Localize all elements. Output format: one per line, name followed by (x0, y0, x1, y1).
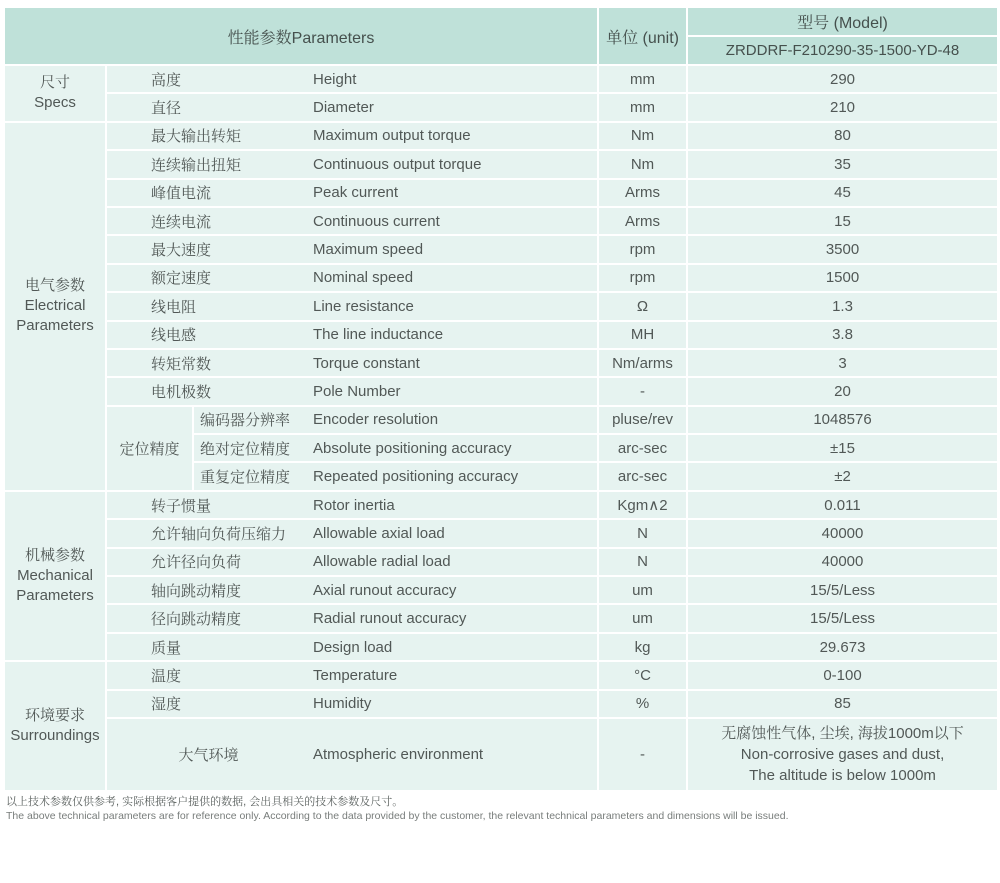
group-label-line: 电气参数 (24, 277, 85, 295)
param-label-cn: 最大输出转矩 (106, 122, 310, 150)
table-row (5, 491, 997, 519)
group-cell (5, 122, 106, 491)
table-row (5, 661, 997, 689)
spec-sheet (5, 6, 997, 823)
value-cell: 15/5/Less (687, 604, 997, 632)
value-cell: 3.8 (687, 321, 997, 349)
table-row (5, 377, 997, 405)
value-cell: ±15 (687, 434, 997, 462)
group-label-line: 环境要求 (24, 707, 85, 725)
param-label-en: Maximum output torque (310, 122, 598, 150)
unit-cell: Nm/arms (598, 349, 687, 377)
unit-cell: um (598, 576, 687, 604)
unit-cell: rpm (598, 235, 687, 263)
table-row (5, 235, 997, 263)
param-label-cn: 线电阻 (106, 292, 310, 320)
value-cell: 40000 (687, 548, 997, 576)
unit-cell: N (598, 519, 687, 547)
param-label-en: Radial runout accuracy (310, 604, 598, 632)
table-row (5, 264, 997, 292)
param-label-en: Repeated positioning accuracy (310, 462, 598, 490)
unit-cell: um (598, 604, 687, 632)
group-cell (5, 65, 106, 122)
table-row (5, 93, 997, 121)
param-label-cn: 重复定位精度 (193, 462, 310, 490)
param-label-en: Axial runout accuracy (310, 576, 598, 604)
value-cell: 15/5/Less (687, 576, 997, 604)
table-row (5, 576, 997, 604)
table-row (5, 65, 997, 93)
param-label-cn: 直径 (106, 93, 310, 121)
table-row (5, 207, 997, 235)
table-row (5, 718, 997, 790)
param-label-en: Design load (310, 633, 598, 661)
spec-table (5, 6, 997, 790)
value-cell: 1048576 (687, 406, 997, 434)
group-label-line: Surroundings (10, 727, 100, 745)
group-label-line: Parameters (16, 317, 94, 335)
value-cell: 40000 (687, 519, 997, 547)
table-row (5, 349, 997, 377)
param-label-cn: 允许轴向负荷压缩力 (106, 519, 310, 547)
param-label-en: Absolute positioning accuracy (310, 434, 598, 462)
param-label-en: Rotor inertia (310, 491, 598, 519)
table-row (5, 321, 997, 349)
value-cell: 80 (687, 122, 997, 150)
param-label-en: Temperature (310, 661, 598, 689)
value-cell: 290 (687, 65, 997, 93)
param-label-cn: 转子惯量 (106, 491, 310, 519)
param-label-cn: 编码器分辨率 (193, 406, 310, 434)
value-cell: 0.011 (687, 491, 997, 519)
unit-cell: arc-sec (598, 434, 687, 462)
group-label-line: Specs (34, 94, 76, 112)
unit-cell: Kgm∧2 (598, 491, 687, 519)
unit-cell: °C (598, 661, 687, 689)
unit-cell: MH (598, 321, 687, 349)
param-label-cn: 线电感 (106, 321, 310, 349)
param-label-cn: 温度 (106, 661, 310, 689)
table-row (5, 548, 997, 576)
param-label-en: Continuous output torque (310, 150, 598, 178)
param-label-cn: 绝对定位精度 (193, 434, 310, 462)
param-label-en: Maximum speed (310, 235, 598, 263)
value-line: Non-corrosive gases and dust, (740, 745, 945, 763)
param-label-cn: 最大速度 (106, 235, 310, 263)
table-row (5, 519, 997, 547)
unit-cell: kg (598, 633, 687, 661)
footnote-en: The above technical parameters are for reference only. According to the data provided by the customer, the relevant technical parameters and dimensions will be issued. (6, 809, 789, 822)
table-row (5, 406, 997, 434)
param-label-cn: 连续输出扭矩 (106, 150, 310, 178)
param-label-cn: 径向跳动精度 (106, 604, 310, 632)
table-row (5, 292, 997, 320)
unit-cell: Nm (598, 150, 687, 178)
param-label-en: Humidity (310, 690, 598, 718)
unit-cell: Ω (598, 292, 687, 320)
param-label-cn: 大气环境 (106, 718, 310, 790)
unit-cell: % (598, 690, 687, 718)
value-cell: ±2 (687, 462, 997, 490)
footnote-zh: 以上技术参数仅供参考, 实际根据客户提供的数据, 会出具相关的技术参数及尺寸。 (6, 795, 404, 808)
param-label-en: Height (310, 65, 598, 93)
value-cell: 3500 (687, 235, 997, 263)
value-cell: 210 (687, 93, 997, 121)
value-cell: 1.3 (687, 292, 997, 320)
param-label-en: Atmospheric environment (310, 718, 598, 790)
table-row (5, 604, 997, 632)
value-cell: 85 (687, 690, 997, 718)
param-label-en: Allowable radial load (310, 548, 598, 576)
unit-cell: mm (598, 93, 687, 121)
value-cell: 0-100 (687, 661, 997, 689)
param-label-cn: 额定速度 (106, 264, 310, 292)
param-label-cn: 转矩常数 (106, 349, 310, 377)
param-label-en: Line resistance (310, 292, 598, 320)
unit-cell: N (598, 548, 687, 576)
footnote (5, 795, 997, 823)
group-label-line: Mechanical (17, 567, 93, 585)
group-label-line: Electrical (24, 297, 86, 315)
param-label-en: Continuous current (310, 207, 598, 235)
header-unit: 单位 (unit) (598, 7, 687, 65)
value-cell (687, 718, 997, 790)
param-label-cn: 轴向跳动精度 (106, 576, 310, 604)
value-line: The altitude is below 1000m (749, 766, 936, 784)
param-label-cn: 高度 (106, 65, 310, 93)
param-label-en: Diameter (310, 93, 598, 121)
value-cell: 29.673 (687, 633, 997, 661)
param-label-en: Nominal speed (310, 264, 598, 292)
unit-cell: - (598, 377, 687, 405)
value-cell: 20 (687, 377, 997, 405)
group-cell (5, 661, 106, 790)
value-cell: 3 (687, 349, 997, 377)
param-label-cn: 质量 (106, 633, 310, 661)
group-label-line: 机械参数 (24, 547, 85, 565)
unit-cell: Nm (598, 122, 687, 150)
unit-cell: Arms (598, 207, 687, 235)
header-model: 型号 (Model) (687, 7, 997, 36)
header-parameters: 性能参数Parameters (5, 7, 598, 65)
param-label-en: The line inductance (310, 321, 598, 349)
param-label-en: Torque constant (310, 349, 598, 377)
group-label-line: 尺寸 (39, 74, 70, 92)
unit-cell: - (598, 718, 687, 790)
group-label-line: Parameters (16, 587, 94, 605)
unit-cell: mm (598, 65, 687, 93)
value-cell: 15 (687, 207, 997, 235)
param-label-en: Encoder resolution (310, 406, 598, 434)
table-row (5, 179, 997, 207)
param-label-cn: 湿度 (106, 690, 310, 718)
param-label-cn: 连续电流 (106, 207, 310, 235)
subgroup-cell: 定位精度 (106, 406, 193, 491)
unit-cell: Arms (598, 179, 687, 207)
value-cell: 45 (687, 179, 997, 207)
value-line: 无腐蚀性气体, 尘埃, 海拔1000m以下 (721, 724, 964, 742)
value-cell: 35 (687, 150, 997, 178)
param-label-cn: 电机极数 (106, 377, 310, 405)
table-row (5, 122, 997, 150)
unit-cell: rpm (598, 264, 687, 292)
param-label-en: Pole Number (310, 377, 598, 405)
group-cell (5, 491, 106, 661)
unit-cell: pluse/rev (598, 406, 687, 434)
table-row (5, 150, 997, 178)
param-label-cn: 允许径向负荷 (106, 548, 310, 576)
param-label-en: Peak current (310, 179, 598, 207)
header-model-number: ZRDDRF-F210290-35-1500-YD-48 (687, 36, 997, 65)
header-row (5, 7, 997, 36)
value-cell: 1500 (687, 264, 997, 292)
table-row (5, 633, 997, 661)
param-label-en: Allowable axial load (310, 519, 598, 547)
unit-cell: arc-sec (598, 462, 687, 490)
table-row (5, 690, 997, 718)
param-label-cn: 峰值电流 (106, 179, 310, 207)
